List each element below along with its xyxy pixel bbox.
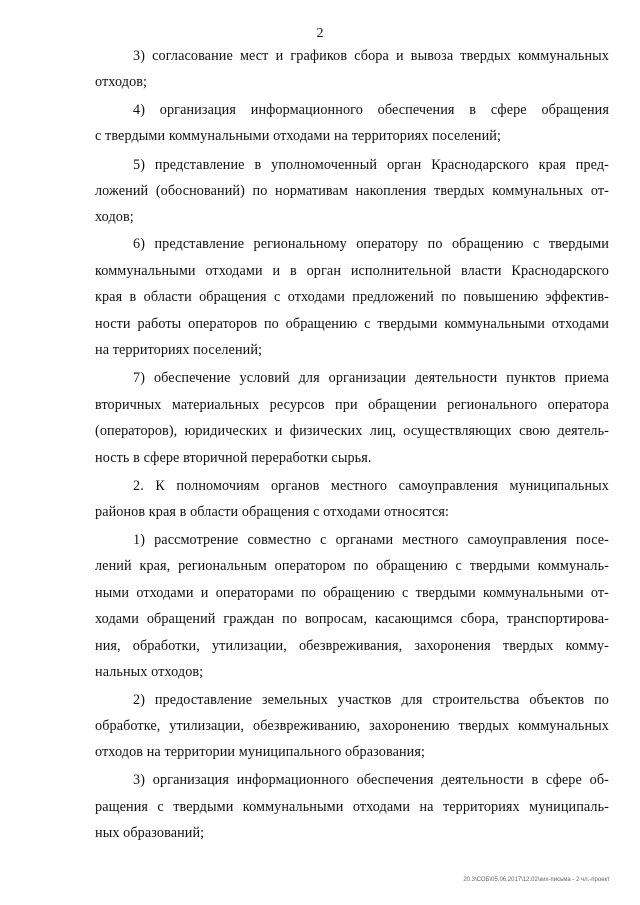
text-line: 2) предоставление земельных участков для строительства объектов по — [133, 692, 609, 708]
text-line: 3) согласование мест и графиков сбора и вывоза твердых коммунальных — [133, 48, 609, 64]
text-line: ходами обращений граждан по вопросам, касающимся сбора, транспортирова- — [95, 611, 609, 627]
text-line: ния, обработки, утилизации, обезвреживания, захоронения твердых комму- — [95, 638, 609, 654]
text-line: 4) организация информационного обеспечения в сфере обращения — [133, 102, 609, 118]
text-line: ходов; — [95, 209, 134, 225]
text-line: ности работы операторов по обращению с твердыми коммунальными отходами — [95, 316, 609, 332]
page-number: 2 — [316, 26, 324, 41]
text-line: ращения с твердыми коммунальными отходами на территориях муниципаль- — [95, 799, 609, 815]
text-line: 7) обеспечение условий для организации деятельности пунктов приема — [133, 370, 609, 386]
text-line: 1) рассмотрение совместно с органами местного самоуправления посе- — [133, 532, 609, 548]
text-line: 3) организация информационного обеспечения деятельности в сфере об- — [133, 772, 609, 788]
footer-document-code: 20.3\СОБ\05.06.2017\12.02\ких-письма - 2 чл.-проект — [463, 877, 610, 883]
text-line: 5) представление в уполномоченный орган Краснодарского края пред- — [133, 157, 609, 173]
text-line: отходов на территории муниципального образования; — [95, 744, 426, 760]
text-line: ными отходами и операторами по обращению с твердыми коммунальными от- — [95, 585, 609, 601]
text-line: районов края в области обращения с отходами относятся: — [95, 504, 450, 520]
text-line: вторичных материальных ресурсов при обращении регионального оператора — [95, 397, 609, 413]
text-line: (операторов), юридических и физических лиц, осуществляющих свою деятель- — [95, 423, 609, 439]
text-line: ность в сфере вторичной переработки сырья. — [95, 450, 372, 466]
text-line: ных образований; — [95, 825, 205, 841]
text-line: 6) представление региональному оператору по обращению с твердыми — [133, 236, 609, 252]
text-line: лений края, региональным оператором по обращению с твердыми коммуналь- — [95, 558, 609, 574]
text-line: на территориях поселений; — [95, 342, 263, 358]
text-line: ложений (обоснований) по нормативам накопления твердых коммунальных от- — [95, 183, 609, 199]
text-line: края в области обращения с отходами предложений по повышению эффектив- — [95, 289, 609, 305]
text-line: отходов; — [95, 74, 148, 90]
text-line: коммунальными отходами и в орган исполнительной власти Краснодарского — [95, 263, 609, 279]
text-line: нальных отходов; — [95, 664, 204, 680]
text-line: с твердыми коммунальными отходами на территориях поселений; — [95, 128, 502, 144]
text-line: 2. К полномочиям органов местного самоуправления муниципальных — [133, 478, 609, 494]
text-line: обработке, утилизации, обезвреживанию, захоронению твердых коммунальных — [95, 718, 609, 734]
